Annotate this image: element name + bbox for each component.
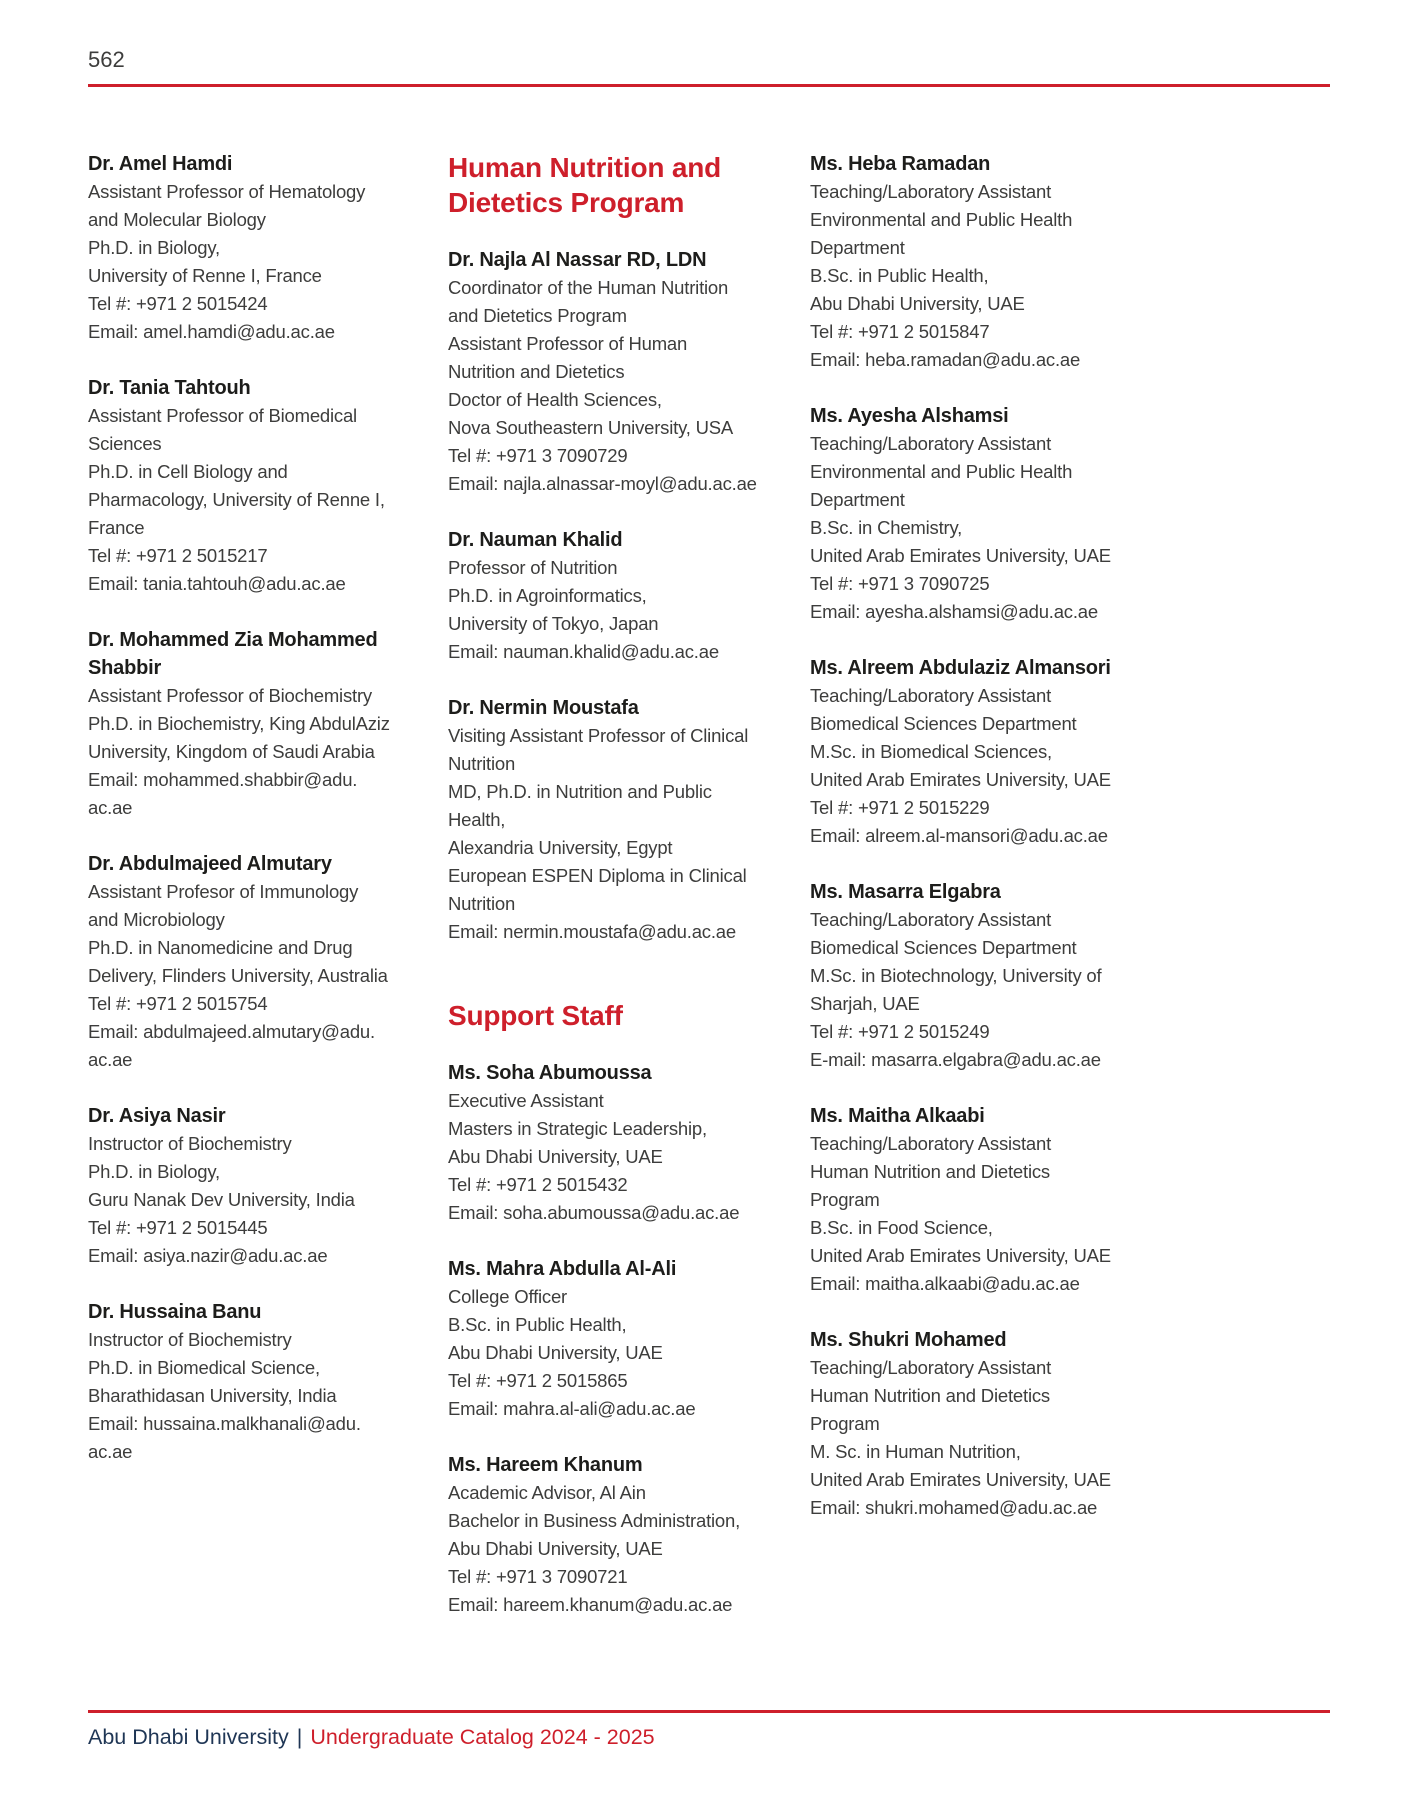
staff-detail-line: Teaching/Laboratory Assistant xyxy=(810,1357,1052,1378)
staff-detail-line: Email: tania.tahtouh@adu.ac.ae xyxy=(88,573,346,594)
staff-name: Dr. Najla Al Nassar RD, LDN xyxy=(448,249,707,271)
footer-catalog-title: Undergraduate Catalog 2024 - 2025 xyxy=(310,1725,655,1749)
staff-entry xyxy=(88,150,432,346)
staff-detail-line: United Arab Emirates University, UAE xyxy=(810,769,1111,790)
column-middle xyxy=(448,150,794,1647)
staff-detail-line: Teaching/Laboratory Assistant xyxy=(810,685,1052,706)
staff-detail-line: France xyxy=(88,517,145,538)
staff-detail-line: Email: najla.alnassar-moyl@adu.ac.ae xyxy=(448,473,757,494)
staff-name: Ms. Shukri Mohamed xyxy=(810,1329,1007,1351)
staff-detail-line: Coordinator of the Human Nutrition xyxy=(448,277,729,298)
staff-name: Dr. Tania Tahtouh xyxy=(88,377,251,399)
staff-entry xyxy=(448,526,794,666)
staff-detail-line: Ph.D. in Nanomedicine and Drug xyxy=(88,937,353,958)
staff-detail-line: ac.ae xyxy=(88,797,133,818)
staff-detail-line: Program xyxy=(810,1413,880,1434)
staff-detail-line: Email: mohammed.shabbir@adu. xyxy=(88,769,358,790)
staff-detail-line: Department xyxy=(810,489,905,510)
staff-detail-line: Tel #: +971 2 5015249 xyxy=(810,1021,990,1042)
staff-detail-line: Program xyxy=(810,1189,880,1210)
staff-detail-line: United Arab Emirates University, UAE xyxy=(810,1469,1111,1490)
staff-detail-line: University of Tokyo, Japan xyxy=(448,613,659,634)
staff-entry xyxy=(810,150,1150,374)
staff-detail-line: Tel #: +971 2 5015445 xyxy=(88,1217,268,1238)
staff-detail-line: Teaching/Laboratory Assistant xyxy=(810,1133,1052,1154)
staff-detail-line: Assistant Professor of Hematology xyxy=(88,181,366,202)
staff-name: Ms. Soha Abumoussa xyxy=(448,1062,652,1084)
section-heading-line: Dietetics Program xyxy=(448,187,685,218)
footer xyxy=(88,1722,655,1752)
staff-name: Ms. Alreem Abdulaziz Almansori xyxy=(810,657,1111,679)
staff-detail-line: Email: heba.ramadan@adu.ac.ae xyxy=(810,349,1081,370)
staff-detail-line: B.Sc. in Public Health, xyxy=(810,265,989,286)
staff-entry xyxy=(448,1451,794,1619)
staff-detail-line: Doctor of Health Sciences, xyxy=(448,389,662,410)
staff-detail-line: Email: amel.hamdi@adu.ac.ae xyxy=(88,321,335,342)
staff-detail-line: B.Sc. in Food Science, xyxy=(810,1217,993,1238)
staff-detail-line: Tel #: +971 3 7090729 xyxy=(448,445,628,466)
staff-detail-line: MD, Ph.D. in Nutrition and Public xyxy=(448,781,712,802)
staff-detail-line: Assistant Professor of Human xyxy=(448,333,688,354)
staff-detail-line: and Molecular Biology xyxy=(88,209,266,230)
staff-name: Ms. Ayesha Alshamsi xyxy=(810,405,1009,427)
staff-entry xyxy=(810,654,1150,850)
staff-entry xyxy=(810,402,1150,626)
staff-entry xyxy=(448,1059,794,1227)
staff-detail-line: Health, xyxy=(448,809,506,830)
staff-detail-line: Email: ayesha.alshamsi@adu.ac.ae xyxy=(810,601,1098,622)
footer-divider-line xyxy=(88,1710,1330,1713)
staff-detail-line: Assistant Profesor of Immunology xyxy=(88,881,359,902)
staff-entry xyxy=(88,626,432,822)
staff-detail-line: Executive Assistant xyxy=(448,1090,604,1111)
staff-detail-line: Human Nutrition and Dietetics xyxy=(810,1385,1050,1406)
staff-detail-line: Email: asiya.nazir@adu.ac.ae xyxy=(88,1245,328,1266)
staff-detail-line: ac.ae xyxy=(88,1049,133,1070)
staff-detail-line: Email: maitha.alkaabi@adu.ac.ae xyxy=(810,1273,1080,1294)
staff-detail-line: Email: nermin.moustafa@adu.ac.ae xyxy=(448,921,736,942)
staff-detail-line: Ph.D. in Biomedical Science, xyxy=(88,1357,320,1378)
staff-detail-line: Email: hussaina.malkhanali@adu. xyxy=(88,1413,361,1434)
staff-name: Ms. Mahra Abdulla Al-Ali xyxy=(448,1258,677,1280)
staff-name: Dr. Asiya Nasir xyxy=(88,1105,226,1127)
staff-detail-line: Tel #: +971 2 5015432 xyxy=(448,1174,628,1195)
column-right xyxy=(810,150,1150,1647)
staff-detail-line: Bachelor in Business Administration, xyxy=(448,1510,741,1531)
staff-detail-line: Email: alreem.al-mansori@adu.ac.ae xyxy=(810,825,1108,846)
staff-entry xyxy=(88,850,432,1074)
staff-detail-line: Delivery, Flinders University, Australia xyxy=(88,965,388,986)
staff-detail-line: Abu Dhabi University, UAE xyxy=(810,293,1025,314)
staff-detail-line: E-mail: masarra.elgabra@adu.ac.ae xyxy=(810,1049,1101,1070)
staff-detail-line: Instructor of Biochemistry xyxy=(88,1329,292,1350)
staff-directory xyxy=(88,150,1348,1647)
staff-detail-line: Biomedical Sciences Department xyxy=(810,713,1077,734)
section-heading-line: Support Staff xyxy=(448,1000,623,1031)
section-heading-line: Human Nutrition and xyxy=(448,152,722,183)
staff-detail-line: Alexandria University, Egypt xyxy=(448,837,673,858)
staff-detail-line: Nutrition xyxy=(448,753,516,774)
staff-detail-line: Tel #: +971 2 5015865 xyxy=(448,1370,628,1391)
staff-entry xyxy=(810,1102,1150,1298)
staff-detail-line: Ph.D. in Biology, xyxy=(88,1161,220,1182)
staff-detail-line: Bharathidasan University, India xyxy=(88,1385,337,1406)
staff-detail-line: Email: hareem.khanum@adu.ac.ae xyxy=(448,1594,733,1615)
footer-university-name: Abu Dhabi University xyxy=(88,1725,289,1749)
staff-detail-line: Teaching/Laboratory Assistant xyxy=(810,433,1052,454)
staff-detail-line: Academic Advisor, Al Ain xyxy=(448,1482,646,1503)
staff-entry xyxy=(810,1326,1150,1522)
staff-detail-line: Professor of Nutrition xyxy=(448,557,618,578)
staff-detail-line: Tel #: +971 3 7090725 xyxy=(810,573,990,594)
section-heading xyxy=(448,150,794,220)
staff-entry xyxy=(88,1298,432,1466)
staff-detail-line: Tel #: +971 2 5015847 xyxy=(810,321,990,342)
staff-detail-line: B.Sc. in Public Health, xyxy=(448,1314,627,1335)
staff-detail-line: B.Sc. in Chemistry, xyxy=(810,517,963,538)
staff-detail-line: Biomedical Sciences Department xyxy=(810,937,1077,958)
header-divider-line xyxy=(88,84,1330,87)
staff-detail-line: Email: mahra.al-ali@adu.ac.ae xyxy=(448,1398,696,1419)
staff-detail-line: Ph.D. in Biochemistry, King AbdulAziz xyxy=(88,713,390,734)
staff-name: Dr. Nauman Khalid xyxy=(448,529,623,551)
staff-entry xyxy=(88,1102,432,1270)
staff-detail-line: Environmental and Public Health xyxy=(810,461,1073,482)
staff-entry xyxy=(810,878,1150,1074)
staff-detail-line: United Arab Emirates University, UAE xyxy=(810,1245,1111,1266)
staff-detail-line: Tel #: +971 2 5015424 xyxy=(88,293,268,314)
column-left xyxy=(88,150,432,1647)
staff-detail-line: Tel #: +971 2 5015229 xyxy=(810,797,990,818)
staff-detail-line: United Arab Emirates University, UAE xyxy=(810,545,1111,566)
staff-detail-line: Abu Dhabi University, UAE xyxy=(448,1538,663,1559)
staff-name: Shabbir xyxy=(88,657,162,679)
footer-separator: | xyxy=(296,1725,303,1749)
staff-detail-line: Email: soha.abumoussa@adu.ac.ae xyxy=(448,1202,740,1223)
staff-detail-line: Ph.D. in Cell Biology and xyxy=(88,461,288,482)
staff-detail-line: Sharjah, UAE xyxy=(810,993,920,1014)
staff-detail-line: Visiting Assistant Professor of Clinical xyxy=(448,725,749,746)
staff-detail-line: Teaching/Laboratory Assistant xyxy=(810,181,1052,202)
staff-detail-line: European ESPEN Diploma in Clinical xyxy=(448,865,747,886)
staff-detail-line: Environmental and Public Health xyxy=(810,209,1073,230)
staff-detail-line: ac.ae xyxy=(88,1441,133,1462)
staff-name: Ms. Heba Ramadan xyxy=(810,153,991,175)
staff-detail-line: Ph.D. in Biology, xyxy=(88,237,220,258)
staff-detail-line: Tel #: +971 2 5015217 xyxy=(88,545,268,566)
staff-detail-line: Abu Dhabi University, UAE xyxy=(448,1146,663,1167)
staff-detail-line: Nova Southeastern University, USA xyxy=(448,417,734,438)
staff-entry xyxy=(448,1255,794,1423)
section-heading xyxy=(448,998,794,1033)
staff-detail-line: and Dietetics Program xyxy=(448,305,627,326)
staff-name: Dr. Mohammed Zia Mohammed xyxy=(88,629,378,651)
staff-detail-line: M. Sc. in Human Nutrition, xyxy=(810,1441,1021,1462)
staff-detail-line: Department xyxy=(810,237,905,258)
staff-detail-line: Email: nauman.khalid@adu.ac.ae xyxy=(448,641,719,662)
staff-detail-line: Abu Dhabi University, UAE xyxy=(448,1342,663,1363)
staff-detail-line: M.Sc. in Biomedical Sciences, xyxy=(810,741,1052,762)
staff-name: Dr. Hussaina Banu xyxy=(88,1301,262,1323)
staff-name: Dr. Nermin Moustafa xyxy=(448,697,639,719)
staff-detail-line: Sciences xyxy=(88,433,162,454)
staff-detail-line: University, Kingdom of Saudi Arabia xyxy=(88,741,375,762)
page-number: 562 xyxy=(88,47,125,72)
staff-detail-line: Assistant Professor of Biochemistry xyxy=(88,685,372,706)
staff-detail-line: Tel #: +971 3 7090721 xyxy=(448,1566,628,1587)
staff-detail-line: Teaching/Laboratory Assistant xyxy=(810,909,1052,930)
staff-detail-line: Ph.D. in Agroinformatics, xyxy=(448,585,647,606)
staff-detail-line: Assistant Professor of Biomedical xyxy=(88,405,357,426)
staff-detail-line: Masters in Strategic Leadership, xyxy=(448,1118,707,1139)
staff-entry xyxy=(448,694,794,946)
staff-name: Ms. Hareem Khanum xyxy=(448,1454,643,1476)
staff-name: Dr. Abdulmajeed Almutary xyxy=(88,853,332,875)
staff-detail-line: College Officer xyxy=(448,1286,568,1307)
staff-detail-line: Instructor of Biochemistry xyxy=(88,1133,292,1154)
staff-entry xyxy=(448,246,794,498)
staff-detail-line: Email: abdulmajeed.almutary@adu. xyxy=(88,1021,375,1042)
staff-entry xyxy=(88,374,432,598)
staff-name: Ms. Maitha Alkaabi xyxy=(810,1105,985,1127)
staff-detail-line: Human Nutrition and Dietetics xyxy=(810,1161,1050,1182)
staff-detail-line: Nutrition and Dietetics xyxy=(448,361,625,382)
staff-detail-line: Guru Nanak Dev University, India xyxy=(88,1189,355,1210)
staff-detail-line: University of Renne I, France xyxy=(88,265,322,286)
staff-name: Dr. Amel Hamdi xyxy=(88,153,233,175)
staff-detail-line: and Microbiology xyxy=(88,909,225,930)
staff-detail-line: M.Sc. in Biotechnology, University of xyxy=(810,965,1102,986)
staff-detail-line: Nutrition xyxy=(448,893,516,914)
staff-detail-line: Tel #: +971 2 5015754 xyxy=(88,993,268,1014)
staff-detail-line: Email: shukri.mohamed@adu.ac.ae xyxy=(810,1497,1098,1518)
staff-detail-line: Pharmacology, University of Renne I, xyxy=(88,489,385,510)
staff-name: Ms. Masarra Elgabra xyxy=(810,881,1001,903)
